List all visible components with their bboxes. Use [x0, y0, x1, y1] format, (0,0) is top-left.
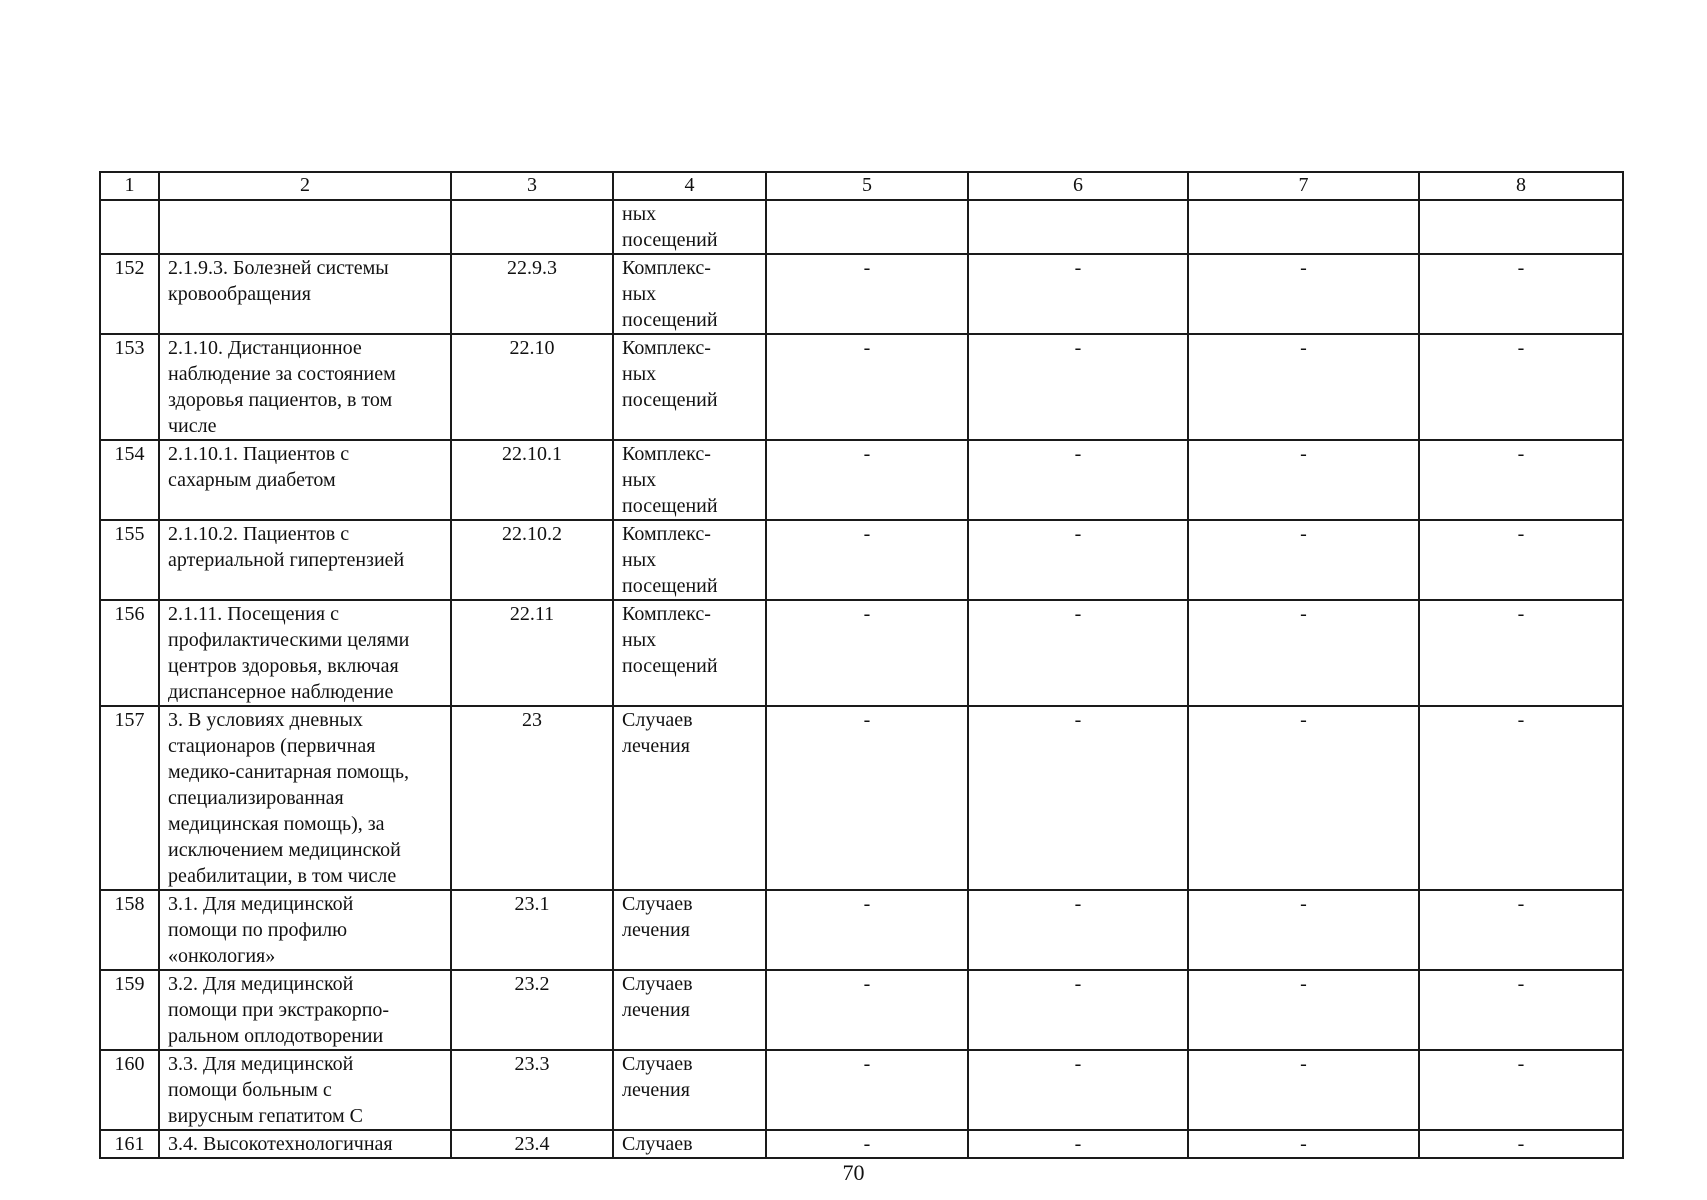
row-number-cell: 161: [100, 1130, 159, 1158]
value-cell-6: -: [968, 520, 1188, 600]
unit-cell: Случаев лечения: [613, 970, 766, 1050]
value-cell-7: -: [1188, 520, 1419, 600]
table-row: [100, 254, 1623, 334]
row-code-cell: 22.9.3: [451, 254, 613, 334]
value-cell-8: -: [1419, 600, 1623, 706]
value-cell-6: -: [968, 1130, 1188, 1158]
value-cell-8: -: [1419, 1130, 1623, 1158]
indicator-name-cell: 2.1.10.1. Пациентов с сахарным диабетом: [159, 440, 451, 520]
unit-cell: ных посещений: [613, 200, 766, 254]
value-cell-8: -: [1419, 440, 1623, 520]
indicator-name-cell: 2.1.9.3. Болезней системы кровообращения: [159, 254, 451, 334]
row-number-cell: 154: [100, 440, 159, 520]
unit-cell: Комплекс- ных посещений: [613, 254, 766, 334]
value-cell-8: [1419, 200, 1623, 254]
value-cell-7: -: [1188, 334, 1419, 440]
value-cell-8: -: [1419, 254, 1623, 334]
unit-cell: Случаев лечения: [613, 706, 766, 890]
value-cell-7: -: [1188, 600, 1419, 706]
column-header: 1: [100, 172, 159, 200]
value-cell-5: -: [766, 890, 968, 970]
table-row: [100, 706, 1623, 890]
row-code-cell: 22.10: [451, 334, 613, 440]
value-cell-6: -: [968, 600, 1188, 706]
column-header: 7: [1188, 172, 1419, 200]
row-number-cell: 159: [100, 970, 159, 1050]
value-cell-6: -: [968, 890, 1188, 970]
value-cell-5: -: [766, 334, 968, 440]
value-cell-5: -: [766, 520, 968, 600]
row-code-cell: 23: [451, 706, 613, 890]
row-number-cell: 156: [100, 600, 159, 706]
unit-cell: Комплекс- ных посещений: [613, 440, 766, 520]
value-cell-5: [766, 200, 968, 254]
indicator-name-cell: 3.4. Высокотехнологичная: [159, 1130, 451, 1158]
value-cell-7: [1188, 200, 1419, 254]
value-cell-6: -: [968, 706, 1188, 890]
page-number: 70: [842, 1160, 865, 1185]
table-row: [100, 970, 1623, 1050]
indicator-name-cell: 3.1. Для медицинской помощи по профилю «онкология»: [159, 890, 451, 970]
column-header: 8: [1419, 172, 1623, 200]
unit-cell: Случаев лечения: [613, 1050, 766, 1130]
indicator-name-cell: 2.1.10.2. Пациентов с артериальной гипертензией: [159, 520, 451, 600]
value-cell-8: -: [1419, 706, 1623, 890]
value-cell-6: -: [968, 1050, 1188, 1130]
value-cell-7: -: [1188, 1130, 1419, 1158]
row-code-cell: 23.4: [451, 1130, 613, 1158]
value-cell-7: -: [1188, 254, 1419, 334]
table-row: [100, 1050, 1623, 1130]
unit-cell: Комплекс- ных посещений: [613, 600, 766, 706]
row-number-cell: [100, 200, 159, 254]
indicator-name-cell: 3.2. Для медицинской помощи при экстракорпо- ральном оплодотворении: [159, 970, 451, 1050]
value-cell-6: -: [968, 254, 1188, 334]
row-code-cell: 23.3: [451, 1050, 613, 1130]
value-cell-5: -: [766, 254, 968, 334]
value-cell-7: -: [1188, 890, 1419, 970]
table-row: [100, 440, 1623, 520]
value-cell-6: -: [968, 334, 1188, 440]
indicator-name-cell: 2.1.11. Посещения с профилактическими целями центров здоровья, включая диспансерное наблюдение: [159, 600, 451, 706]
table-row: [100, 520, 1623, 600]
row-code-cell: 23.2: [451, 970, 613, 1050]
value-cell-5: -: [766, 1130, 968, 1158]
row-number-cell: 160: [100, 1050, 159, 1130]
row-number-cell: 153: [100, 334, 159, 440]
row-code-cell: 22.10.1: [451, 440, 613, 520]
column-header: 2: [159, 172, 451, 200]
row-number-cell: 152: [100, 254, 159, 334]
value-cell-8: -: [1419, 1050, 1623, 1130]
unit-cell: Комплекс- ных посещений: [613, 520, 766, 600]
row-number-cell: 155: [100, 520, 159, 600]
row-code-cell: 22.10.2: [451, 520, 613, 600]
value-cell-7: -: [1188, 970, 1419, 1050]
column-header: 6: [968, 172, 1188, 200]
indicator-name-cell: [159, 200, 451, 254]
value-cell-6: -: [968, 440, 1188, 520]
table-row: [100, 200, 1623, 254]
unit-cell: Случаев: [613, 1130, 766, 1158]
value-cell-8: -: [1419, 334, 1623, 440]
value-cell-5: -: [766, 706, 968, 890]
value-cell-8: -: [1419, 520, 1623, 600]
value-cell-5: -: [766, 970, 968, 1050]
value-cell-8: -: [1419, 970, 1623, 1050]
column-header: 5: [766, 172, 968, 200]
value-cell-5: -: [766, 1050, 968, 1130]
row-code-cell: [451, 200, 613, 254]
table-row: [100, 890, 1623, 970]
value-cell-7: -: [1188, 706, 1419, 890]
indicator-name-cell: 3.3. Для медицинской помощи больным с вирусным гепатитом С: [159, 1050, 451, 1130]
data-table: [99, 171, 1624, 1159]
table-row: [100, 334, 1623, 440]
unit-cell: Случаев лечения: [613, 890, 766, 970]
table-row: [100, 600, 1623, 706]
row-number-cell: 158: [100, 890, 159, 970]
value-cell-7: -: [1188, 1050, 1419, 1130]
column-header: 4: [613, 172, 766, 200]
table-row: [100, 1130, 1623, 1158]
column-header: 3: [451, 172, 613, 200]
value-cell-5: -: [766, 440, 968, 520]
value-cell-5: -: [766, 600, 968, 706]
indicator-name-cell: 3. В условиях дневных стационаров (первичная медико-санитарная помощь, специализированная медицинская помощь), за исключением медицинской реабилитации, в том числе: [159, 706, 451, 890]
value-cell-7: -: [1188, 440, 1419, 520]
table-body: [100, 200, 1623, 1158]
value-cell-6: -: [968, 970, 1188, 1050]
table-header-row: [100, 172, 1623, 200]
value-cell-6: [968, 200, 1188, 254]
indicator-name-cell: 2.1.10. Дистанционное наблюдение за состоянием здоровья пациентов, в том числе: [159, 334, 451, 440]
row-code-cell: 22.11: [451, 600, 613, 706]
unit-cell: Комплекс- ных посещений: [613, 334, 766, 440]
value-cell-8: -: [1419, 890, 1623, 970]
row-number-cell: 157: [100, 706, 159, 890]
row-code-cell: 23.1: [451, 890, 613, 970]
